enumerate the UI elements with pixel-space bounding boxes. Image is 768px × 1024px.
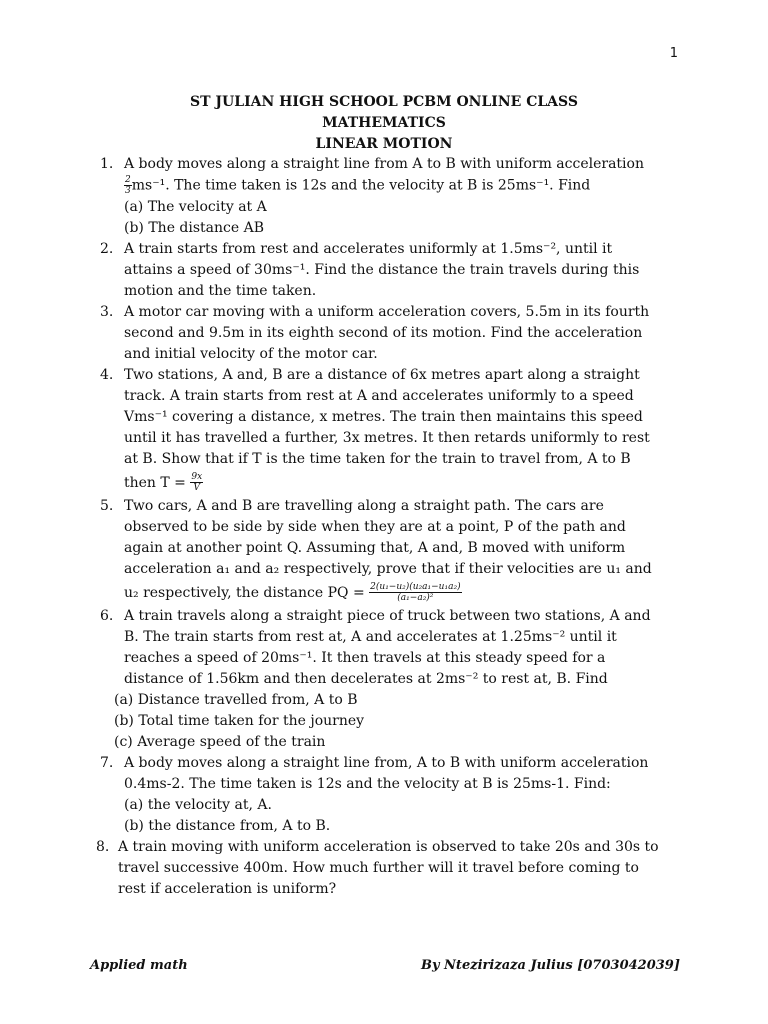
question-number: 4. [100, 366, 114, 383]
question-line: acceleration a₁ and a₂ respectively, prove that if their velocities are u₁ and [124, 560, 652, 577]
question-line: distance of 1.56km and then decelerates at 2ms⁻² to rest at, B. Find [124, 670, 608, 687]
question-line: B. The train starts from rest at, A and accelerates at 1.25ms⁻² until it [124, 628, 617, 645]
time-fraction: $\frac{9x}{V}$ [191, 472, 203, 493]
question-8 [92, 837, 672, 900]
question-line: second and 9.5m in its eighth second of its motion. Find the acceleration [124, 324, 643, 341]
question-2 [92, 239, 672, 302]
question-1 [92, 154, 672, 239]
footer-author: By Ntezirizaza Julius [0703042039] [420, 958, 680, 973]
question-6 [92, 606, 672, 753]
question-line: until it has travelled a further, 3x metres. It then retards uniformly to rest [124, 429, 650, 446]
question-7 [92, 753, 672, 837]
question-line: attains a speed of 30ms⁻¹. Find the distance the train travels during this [124, 261, 640, 278]
question-list [92, 154, 672, 900]
acceleration-fraction: $\frac{2}{3}$ [125, 175, 131, 196]
sub-question-a: (a) The velocity at A [124, 198, 267, 215]
question-line: Two cars, A and B are travelling along a straight path. The cars are [124, 497, 604, 514]
question-line: u₂ respectively, the distance PQ = $\frac{\text{2(u₁−u₂)(u₂a₁−u₁a₂)}}{\text{(a₁−a₂)²}}$ [124, 582, 461, 603]
footer-subject: Applied math [90, 958, 188, 973]
question-5 [92, 496, 672, 606]
question-line: observed to be side by side when they are at a point, P of the path and [124, 518, 626, 535]
question-number: 8. [96, 838, 110, 855]
question-line: A body moves along a straight line from A to B with uniform acceleration [124, 156, 644, 172]
question-number: 2. [100, 240, 114, 257]
page-number: 1 [669, 46, 678, 61]
sub-question-b: (b) The distance AB [124, 219, 265, 236]
question-line: A train moving with uniform acceleration is observed to take 20s and 30s to [118, 838, 659, 855]
question-line: then T = $\frac{9x}{V}$ [124, 472, 203, 493]
question-number: 7. [100, 754, 114, 771]
subject-title: MATHEMATICS [322, 115, 446, 131]
question-line: and initial velocity of the motor car. [124, 345, 378, 362]
question-number: 6. [100, 607, 114, 624]
question-line: $\frac{2}{3}$ ms⁻¹. The time taken is 12s and the velocity at B is 25ms⁻¹. Find [125, 175, 591, 196]
question-line: A train starts from rest and accelerates uniformly at 1.5ms⁻², until it [124, 240, 613, 257]
question-line: reaches a speed of 20ms⁻¹. It then travels at this steady speed for a [124, 649, 606, 666]
question-number: 1. [100, 156, 114, 172]
question-line: 0.4ms-2. The time taken is 12s and the velocity at B is 25ms-1. Find: [124, 775, 611, 792]
question-line: rest if acceleration is uniform? [118, 880, 337, 897]
question-number: 5. [100, 497, 114, 514]
question-line: motion and the time taken. [124, 282, 317, 299]
distance-fraction: $\frac{\text{2(u₁−u₂)(u₂a₁−u₁a₂)}}{\text{(a₁−a₂)²}}$ [370, 582, 461, 603]
sub-question-c: (c) Average speed of the train [114, 733, 326, 750]
question-line: travel successive 400m. How much further will it travel before coming to [118, 859, 639, 876]
question-4 [92, 365, 672, 496]
sub-question-b: (b) the distance from, A to B. [124, 817, 331, 834]
sub-question-a: (a) the velocity at, A. [124, 796, 272, 813]
question-line: A train travels along a straight piece of truck between two stations, A and [124, 607, 651, 624]
school-title: ST JULIAN HIGH SCHOOL PCBM ONLINE CLASS [190, 94, 578, 110]
sub-question-b: (b) Total time taken for the journey [114, 712, 365, 729]
question-line: Two stations, A and, B are a distance of 6x metres apart along a straight [124, 366, 640, 383]
question-line: Vms⁻¹ covering a distance, x metres. The train then maintains this speed [124, 408, 643, 425]
topic-title: LINEAR MOTION [315, 136, 453, 152]
question-number: 3. [100, 303, 114, 320]
question-3 [92, 302, 672, 365]
document-header [0, 92, 768, 155]
question-line: again at another point Q. Assuming that, A and, B moved with uniform [124, 539, 626, 556]
question-line: at B. Show that if T is the time taken for the train to travel from, A to B [124, 450, 631, 467]
question-line: A body moves along a straight line from, A to B with uniform acceleration [124, 754, 649, 771]
question-line: A motor car moving with a uniform acceleration covers, 5.5m in its fourth [124, 303, 650, 320]
sub-question-a: (a) Distance travelled from, A to B [114, 691, 358, 708]
question-line: track. A train starts from rest at A and accelerates uniformly to a speed [124, 387, 634, 404]
